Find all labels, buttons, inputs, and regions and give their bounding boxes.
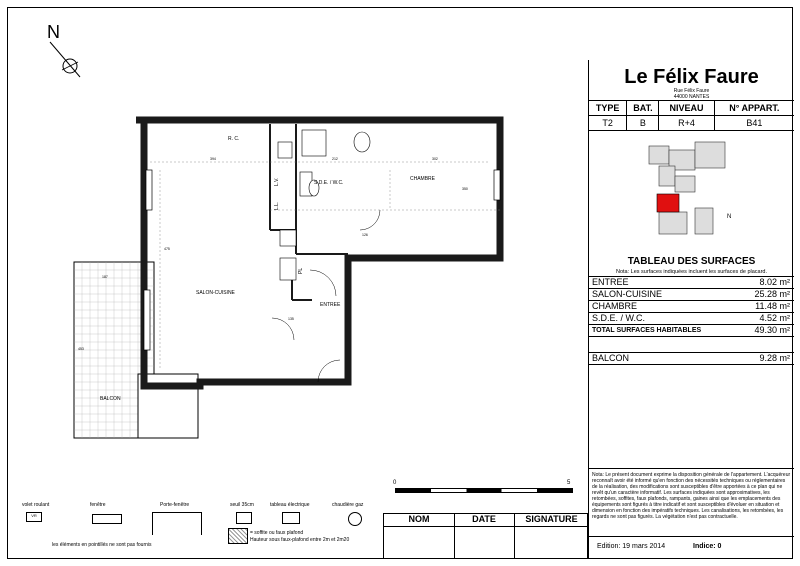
surface-value: 25.28 m² — [754, 289, 790, 299]
floor-plan — [60, 110, 520, 450]
dimension-label: 212 — [332, 157, 338, 161]
signature-table — [383, 513, 588, 559]
surfaces-title: TABLEAU DES SURFACES — [627, 256, 756, 267]
legend-vr-label: VR — [31, 513, 37, 518]
apartment-header-table — [589, 100, 794, 131]
surface-label: CHAMBRE — [592, 301, 638, 311]
surface-balcony-label: BALCON — [592, 353, 630, 363]
electric-panel-icon — [282, 512, 300, 524]
legend-soffit-note-1: = soffite ou faux plafond — [250, 530, 304, 536]
volet-roulant-icon — [26, 512, 42, 522]
dimension-label: 394 — [210, 157, 216, 161]
surface-value: 4.52 m² — [759, 313, 790, 323]
key-plan — [639, 136, 749, 246]
legend-soffit-note-2: Hauteur sous faux-plafond entre 2m et 2m20 — [250, 537, 350, 543]
dimension-label: 302 — [432, 157, 438, 161]
indice: Indice: 0 — [693, 543, 722, 550]
surface-value: 8.02 m² — [759, 277, 790, 287]
header-val-type: T2 — [589, 116, 627, 131]
surface-row — [589, 300, 794, 312]
legend-seuil-label: seuil 35cm — [230, 502, 254, 508]
surface-row — [589, 312, 794, 324]
surface-label: ENTREE — [592, 277, 629, 287]
scale-start: 0 — [393, 480, 397, 486]
surface-balcony-row — [589, 352, 794, 365]
room-label-ll: L.L. — [274, 201, 280, 210]
header-val-niveau: R+4 — [659, 116, 714, 131]
signature-col-signature: SIGNATURE — [525, 514, 578, 524]
legend-dotted-note: les éléments en pointillés ne sont pas fournis — [52, 542, 152, 548]
surfaces-note: Nota: Les surfaces indiquées incluent les surfaces de placard. — [615, 269, 768, 275]
soffit-hatch-icon — [228, 528, 248, 544]
surface-label: SALON-CUISINE — [592, 289, 663, 299]
legend-fenetre-label: fenêtre — [90, 502, 106, 508]
room-label-entree: ENTREE — [320, 302, 341, 308]
room-label-lv: L.V. — [274, 177, 280, 186]
room-label-sde: S.D.E. / W.C. — [314, 180, 344, 186]
legal-note: Nota: Le présent document exprime la disposition générale de l'appartement. L'acquéreur reconnaît avoir été informé qu'en fonction des nécessités techniques ou réglementaires de la réalisation, des modifications sont susceptibles d'être apportées à ce plan qui ne revêt qu'un caractère informatif. Les surfaces indiquées sont approximatives, les retombées, soffites, faux plafonds, rampants, gaines ainsi que les emplacements des équipements sont figurés à titre indicatif et sont susceptibles d'évoluer en situation et dimension en fonction des impératifs techniques. Les canalisations, les retombées, les regards ne sont pas figurés. La végétation n'est pas contractuelle. — [589, 468, 794, 523]
surface-row — [589, 288, 794, 300]
legend-volet-label: volet roulant — [22, 502, 50, 508]
signature-col-date: DATE — [472, 514, 496, 524]
gas-boiler-icon — [348, 512, 362, 526]
header-col-bat: BAT. — [627, 101, 659, 116]
header-col-type: TYPE — [589, 101, 627, 116]
scale-end: 5 — [567, 480, 571, 486]
signature-col-nom: NOM — [408, 514, 430, 524]
edition-date: Edition: 19 mars 2014 — [597, 543, 666, 550]
edition-bar — [589, 536, 794, 559]
header-val-appart: B41 — [714, 116, 794, 131]
title-panel — [588, 60, 793, 559]
dimension-label: 187 — [102, 275, 108, 279]
key-plan-north-label: N — [727, 214, 732, 220]
room-label-pl: PL — [298, 267, 304, 274]
surface-total-row — [589, 324, 794, 337]
compass-rose-icon — [40, 22, 90, 82]
surface-total-value: 49.30 m² — [754, 325, 790, 335]
scale-bar — [395, 480, 575, 494]
legend-tableau-label: tableau électrique — [270, 502, 310, 508]
compass — [40, 22, 90, 82]
project-street: Rue Félix Faure — [673, 88, 710, 94]
room-label-balcon: BALCON — [100, 396, 121, 402]
legend-porte-fenetre-label: Porte-fenêtre — [160, 502, 190, 508]
balcony-area — [74, 262, 198, 438]
project-city: 44000 NANTES — [673, 94, 710, 100]
threshold-icon — [236, 512, 252, 524]
compass-north-label: N — [47, 22, 60, 42]
surface-label: S.D.E. / W.C. — [592, 313, 646, 323]
dimension-label: 126 — [362, 233, 368, 237]
room-label-rc: R. C. — [228, 136, 240, 142]
surface-row — [589, 276, 794, 288]
dimension-label: 453 — [78, 347, 84, 351]
apartment-highlight — [657, 194, 679, 212]
dimension-label: 135 — [288, 317, 294, 321]
surface-value: 11.48 m² — [755, 301, 790, 311]
dimension-lines — [150, 162, 500, 370]
room-label-salon: SALON-CUISINE — [196, 290, 235, 296]
legend — [22, 502, 382, 552]
dimension-label: 350 — [462, 187, 468, 191]
window-icon — [92, 514, 122, 524]
surface-total-label: TOTAL SURFACES HABITABLES — [592, 327, 702, 334]
legend-chaudiere-label: chaudière gaz — [332, 502, 364, 508]
dimension-label: 475 — [164, 247, 170, 251]
room-label-chambre: CHAMBRE — [410, 176, 436, 182]
french-door-icon — [152, 512, 202, 535]
header-val-bat: B — [627, 116, 659, 131]
header-col-niveau: NIVEAU — [659, 101, 714, 116]
project-name: Le Félix Faure — [624, 66, 759, 88]
header-col-appart: N° APPART. — [714, 101, 794, 116]
surface-balcony-value: 9.28 m² — [759, 353, 790, 363]
